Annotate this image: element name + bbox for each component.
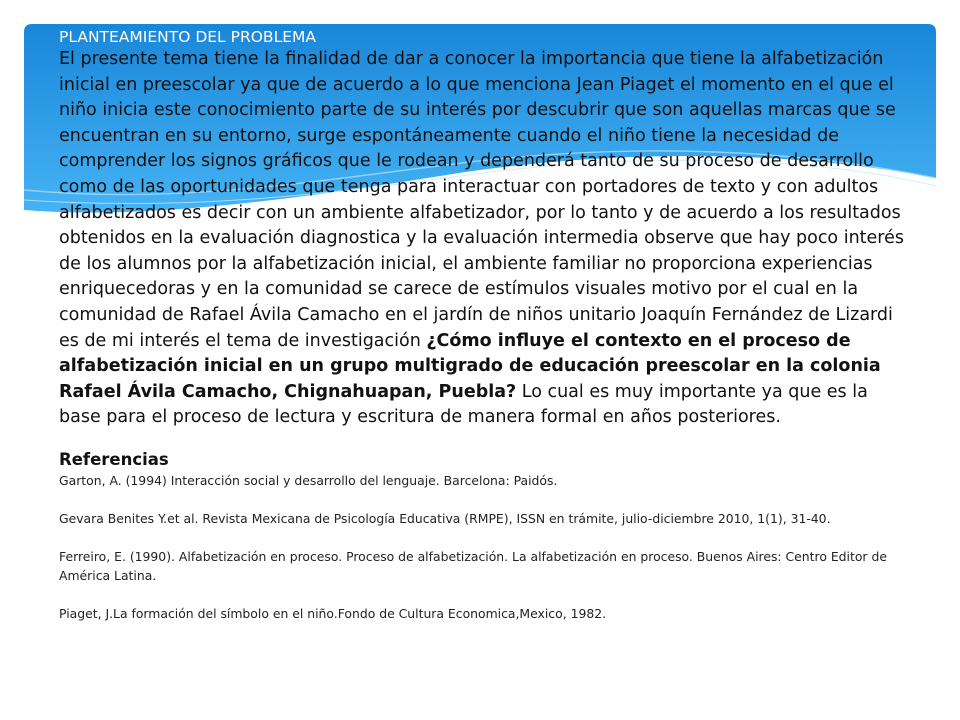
body-intro: El presente tema tiene la finalidad de dar a conocer la importancia que tiene la alfabetización inicial en preescolar ya que de acuerdo a lo que menciona Jean Piaget el momento en el que el niño inicia este conocimiento parte de su interés por descubrir que son aquellas marcas que se encuentran en su entorno, surge espontáneamente cuando el niño tiene la necesidad de comprender los signos gráficos que le rodean y dependerá tanto de su proceso de desarrollo como de las oportunidades que tenga para interactuar con portadores de texto y con adultos alfabetizados es decir con un ambiente alfabetizador, por lo tanto y de acuerdo a los resultados obtenidos en la evaluación diagnostica y la evaluación intermedia observe que hay poco interés de los alumnos por la alfabetización inicial, el ambiente familiar no proporciona experiencias enriquecedoras y en la comunidad se carece de estímulos visuales motivo por el cual en la comunidad de Rafael Ávila Camacho en el jardín de niños unitario Joaquín Fernández de Lizardi es de mi interés el tema de investigación [59, 49, 904, 351]
reference-item: Ferreiro, E. (1990). Alfabetización en proceso. Proceso de alfabetización. La alfabetización en proceso. Buenos Aires: Centro Editor de América Latina. [59, 548, 887, 583]
body-end: Lo cual es muy importante ya que es la base para el proceso de lectura y escritura de manera formal en años posteriores. [59, 381, 868, 428]
research-question: ¿Cómo influye el contexto en el proceso de alfabetización inicial en un grupo multigrado de educación preescolar en la colonia Rafael Ávila Camacho, Chignahuapan, Puebla? [59, 330, 881, 402]
slide-heading: PLANTEAMIENTO DEL PROBLEMA [59, 28, 316, 46]
references-title: Referencias [59, 449, 169, 469]
slide-content [59, 28, 909, 642]
reference-item: Garton, A. (1994) Interacción social y desarrollo del lenguaje. Barcelona: Paidós. [59, 472, 558, 488]
problem-statement [59, 47, 909, 431]
reference-item: Piaget, J.La formación del símbolo en el niño.Fondo de Cultura Economica,Mexico, 1982. [59, 605, 607, 621]
reference-item: Gevara Benites Y.et al. Revista Mexicana de Psicología Educativa (RMPE), ISSN en trámite, julio-diciembre 2010, 1(1), 31-40. [59, 510, 831, 526]
